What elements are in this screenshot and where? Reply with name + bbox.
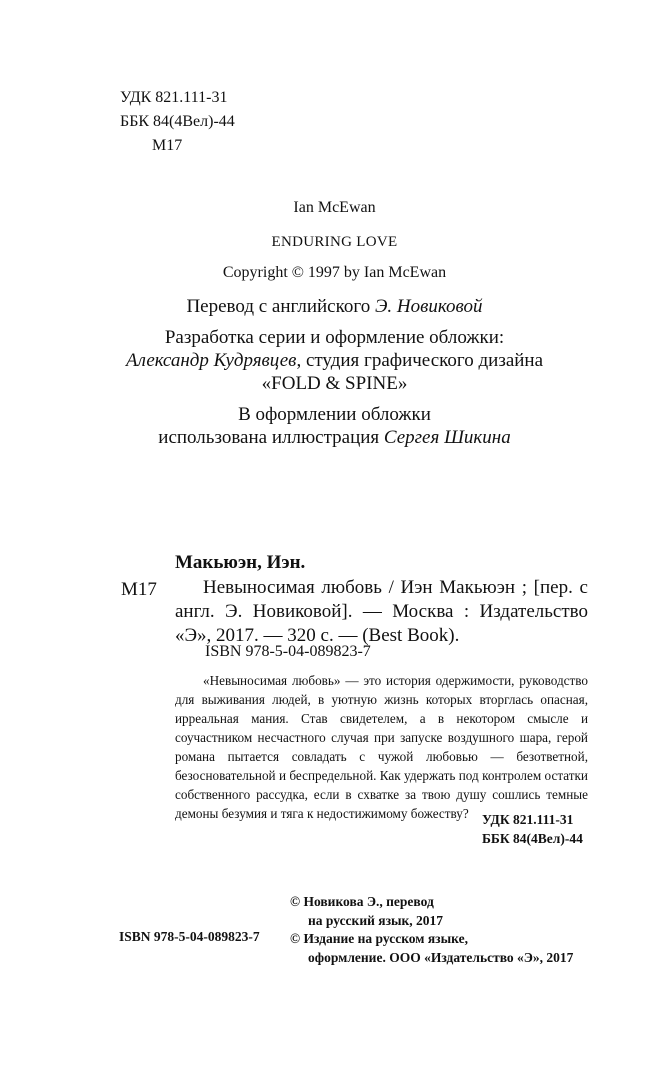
card-footer-codes — [482, 810, 583, 848]
studio-name: «FOLD & SPINE» — [261, 373, 408, 394]
studio-suffix: , студия графического дизайна — [296, 350, 544, 371]
isbn-bold: ISBN 978-5-04-089823-7 — [119, 929, 260, 944]
original-copyright: Copyright © 1997 by Ian McEwan — [222, 264, 447, 281]
original-author: Ian McEwan — [293, 199, 376, 216]
card-heading: Макьюэн, Иэн. — [175, 552, 306, 573]
copyright-line1: © Новикова Э., перевод — [290, 894, 434, 909]
classification-block — [120, 86, 235, 158]
translation-line — [0, 295, 669, 318]
udk-code: УДК 821.111-31 — [120, 89, 228, 106]
copyright-line2: на русский язык, 2017 — [308, 912, 444, 928]
author-mark: М17 — [152, 137, 183, 154]
translation-prefix: Перевод с английского — [186, 296, 375, 317]
copyright-block — [290, 893, 573, 967]
bbk-code: ББК 84(4Вел)-44 — [120, 113, 235, 130]
copyright-line4: оформление. ООО «Издательство «Э», 2017 — [308, 949, 574, 965]
cover-prefix: использована иллюстрация — [158, 427, 384, 448]
cover-line2 — [0, 426, 669, 449]
series-design-line2 — [0, 349, 669, 372]
card-description: Невыносимая любовь / Иэн Макьюэн ; [пер. с англ. Э. Новиковой]. — Москва : Издательство «Э», 2017. — 320 с. — (Best Book). — [175, 577, 588, 646]
copyright-line3: © Издание на русском языке, — [290, 931, 468, 946]
footer-udk: УДК 821.111-31 — [482, 812, 574, 827]
cover-line1: В оформлении обложки — [238, 404, 431, 425]
card-isbn: ISBN 978-5-04-089823-7 — [205, 643, 371, 660]
series-design-line1: Разработка серии и оформление обложки: — [164, 327, 505, 348]
annotation-text: «Невыносимая любовь» — это история одержимости, руководство для выживания людей, в уютную жизнь которых вторглась опасная, ирреальная мания. Став свидетелем, а в некотором смысле и соучастником несчастного случая при запуске воздушного шара, герой романа пытается совладать с чужой любовью — безответной, безосновательной и беспредельной. Как удержать под контролем остатки собственного рассудка, если в схватке за твою душу сошлись темные демоны безумия и тяга к недостижимому божеству? — [175, 673, 588, 821]
footer-bbk: ББК 84(4Вел)-44 — [482, 831, 583, 846]
translator-name: Э. Новиковой — [374, 296, 483, 317]
original-title: ENDURING LOVE — [271, 234, 398, 250]
illustrator-name: Сергея Шикина — [383, 427, 511, 448]
designer-name: Александр Кудрявцев — [125, 350, 297, 371]
card-author-mark: М17 — [121, 579, 157, 600]
